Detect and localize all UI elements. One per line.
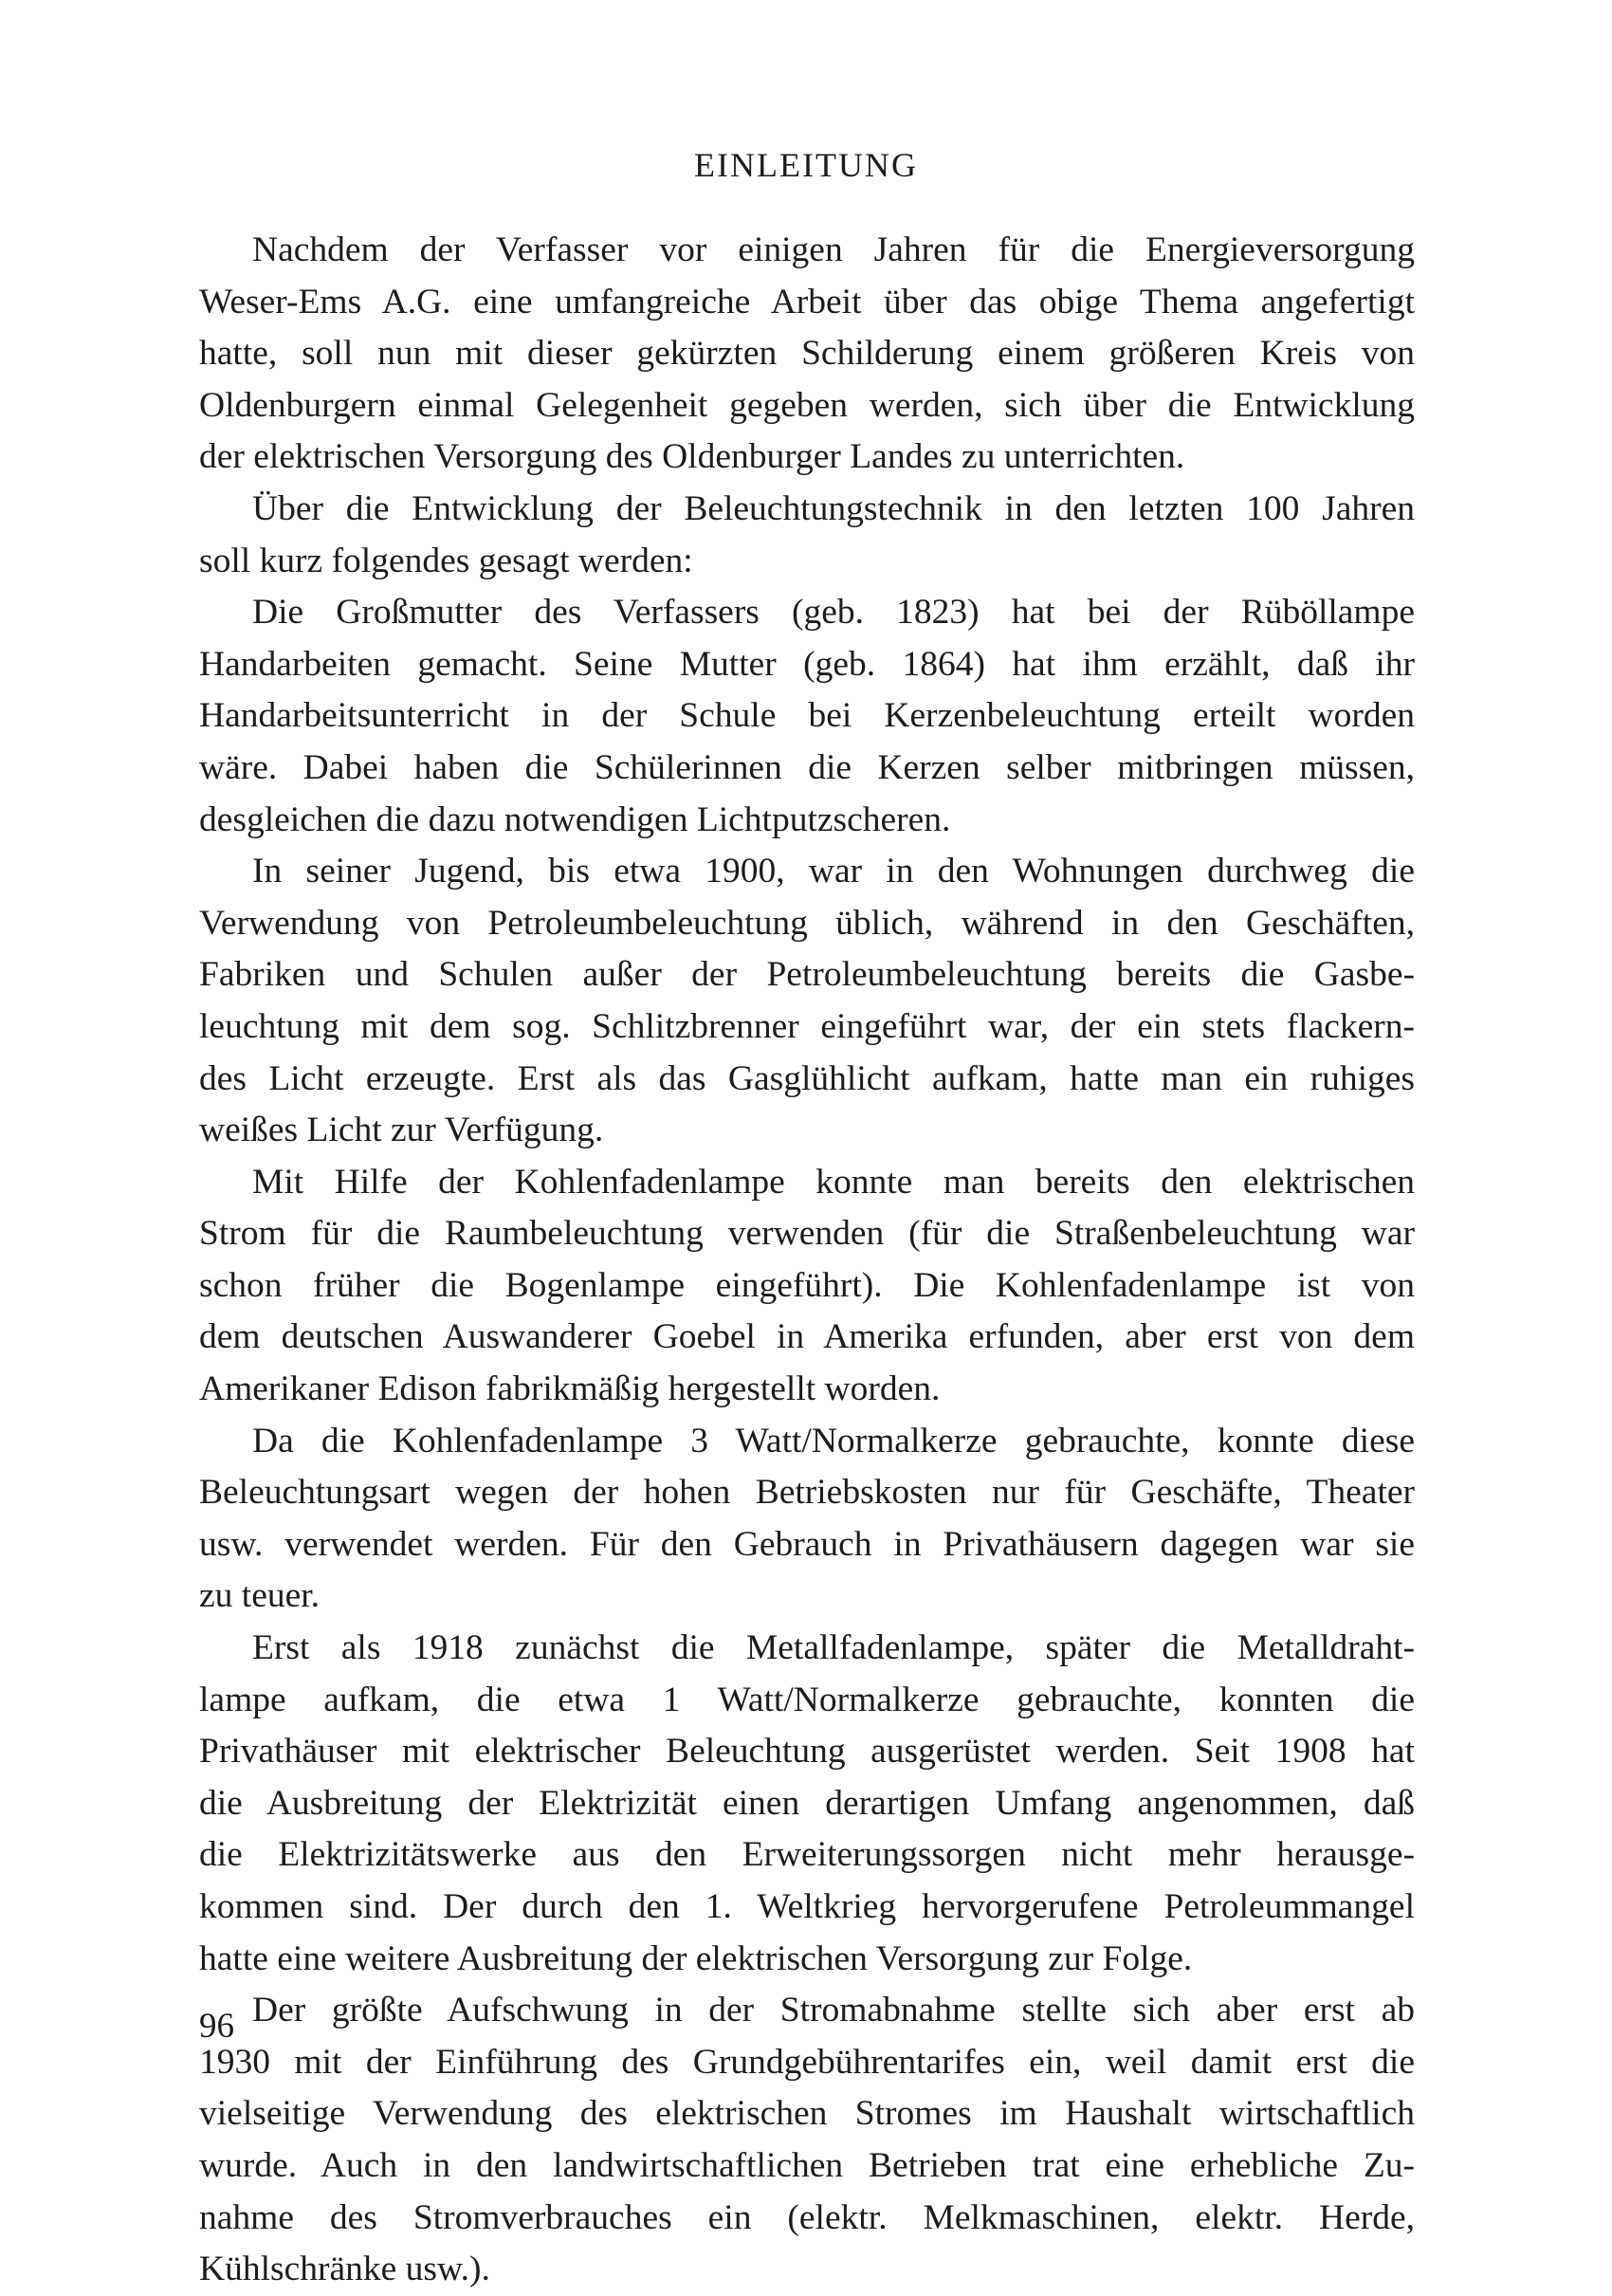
text-line: Kühlschränke usw.).: [199, 2250, 490, 2289]
text-line: Verwendung von Petroleumbeleuchtung üblich, während in den Geschäften,: [199, 903, 1415, 943]
text-line: In seiner Jugend, bis etwa 1900, war in den Wohnungen durchweg die: [252, 852, 1415, 891]
text-line: soll kurz folgendes gesagt werden:: [199, 541, 693, 580]
text-line: lampe aufkam, die etwa 1 Watt/Normalkerze gebrauchte, konnten die: [199, 1680, 1415, 1719]
text-line: Weser-Ems A.G. eine umfangreiche Arbeit über das obige Thema angefertigt: [199, 282, 1415, 321]
text-line: 1930 mit der Einführung des Grundgebührentarifes ein, weil damit erst die: [199, 2042, 1415, 2082]
text-line: hatte eine weitere Ausbreitung der elektrischen Versorgung zur Folge.: [199, 1938, 1193, 1978]
text-line: Handarbeitsunterricht in der Schule bei Kerzenbeleuchtung erteilt worden: [199, 696, 1415, 736]
text-line: Strom für die Raumbeleuchtung verwenden (für die Straßenbeleuchtung war: [199, 1214, 1415, 1254]
text-line: kommen sind. Der durch den 1. Weltkrieg hervorgerufene Petroleummangel: [199, 1887, 1415, 1926]
text-line: der elektrischen Versorgung des Oldenburger Landes zu unterrichten.: [199, 437, 1185, 477]
text-line: zu teuer.: [199, 1576, 321, 1616]
body-text: [199, 225, 1415, 2296]
text-line: wäre. Dabei haben die Schülerinnen die Kerzen selber mitbringen müssen,: [199, 747, 1415, 787]
text-line: usw. verwendet werden. Für den Gebrauch in Privathäusern dagegen war sie: [199, 1524, 1415, 1564]
text-line: die Ausbreitung der Elektrizität einen derartigen Umfang angenommen, daß: [199, 1783, 1415, 1823]
text-line: Erst als 1918 zunächst die Metallfadenlampe, später die Metalldraht-: [252, 1628, 1415, 1668]
text-line: vielseitige Verwendung des elektrischen Stromes im Haushalt wirtschaftlich: [199, 2094, 1415, 2134]
text-line: desgleichen die dazu notwendigen Lichtputzscheren.: [199, 799, 951, 839]
text-line: Oldenburgern einmal Gelegenheit gegeben werden, sich über die Entwicklung: [199, 385, 1415, 425]
text-line: dem deutschen Auswanderer Goebel in Amerika erfunden, aber erst von dem: [199, 1317, 1415, 1357]
chapter-heading: EINLEITUNG: [694, 146, 918, 184]
text-line: Der größte Aufschwung in der Stromabnahme stellte sich aber erst ab: [252, 1991, 1415, 2030]
text-line: nahme des Stromverbrauches ein (elektr. Melkmaschinen, elektr. Herde,: [199, 2197, 1415, 2237]
text-line: Nachdem der Verfasser vor einigen Jahren für die Energieversorgung: [252, 230, 1415, 269]
text-line: leuchtung mit dem sog. Schlitzbrenner eingeführt war, der ein stets flackern-: [199, 1006, 1415, 1046]
text-line: Mit Hilfe der Kohlenfadenlampe konnte man bereits den elektrischen: [252, 1162, 1415, 1202]
text-line: Beleuchtungsart wegen der hohen Betriebskosten nur für Geschäfte, Theater: [199, 1473, 1415, 1513]
text-line: die Elektrizitätswerke aus den Erweiterungssorgen nicht mehr herausge-: [199, 1835, 1415, 1875]
text-line: Die Großmutter des Verfassers (geb. 1823) hat bei der Rüböllampe: [252, 593, 1415, 633]
text-line: Privathäuser mit elektrischer Beleuchtung ausgerüstet werden. Seit 1908 hat: [199, 1732, 1415, 1772]
text-line: Da die Kohlenfadenlampe 3 Watt/Normalkerze gebrauchte, konnte diese: [252, 1421, 1415, 1460]
text-line: Handarbeiten gemacht. Seine Mutter (geb. 1864) hat ihm erzählt, daß ihr: [199, 644, 1415, 684]
text-line: wurde. Auch in den landwirtschaftlichen Betrieben trat eine erhebliche Zu-: [199, 2145, 1415, 2185]
text-line: hatte, soll nun mit dieser gekürzten Schilderung einem größeren Kreis von: [199, 334, 1415, 374]
text-line: Fabriken und Schulen außer der Petroleumbeleuchtung bereits die Gasbe-: [199, 955, 1415, 995]
text-line: Über die Entwicklung der Beleuchtungstechnik in den letzten 100 Jahren: [252, 488, 1415, 528]
text-line: weißes Licht zur Verfügung.: [199, 1111, 604, 1150]
page-number: 96: [199, 2007, 234, 2046]
text-line: des Licht erzeugte. Erst als das Gasglühlicht aufkam, hatte man ein ruhiges: [199, 1058, 1415, 1098]
text-line: Amerikaner Edison fabrikmäßig hergestellt worden.: [199, 1369, 941, 1409]
text-line: schon früher die Bogenlampe eingeführt). Die Kohlenfadenlampe ist von: [199, 1265, 1415, 1305]
